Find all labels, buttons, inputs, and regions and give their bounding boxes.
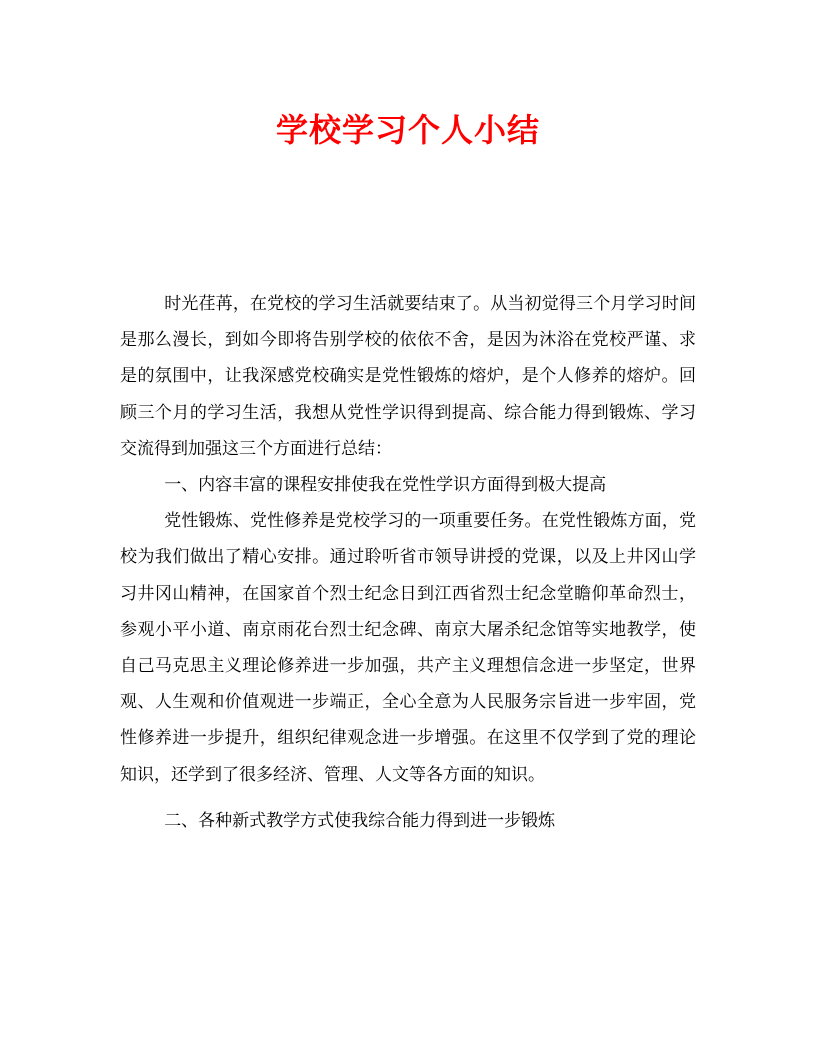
document-body bbox=[120, 286, 696, 839]
intro-paragraph: 时光荏苒，在党校的学习生活就要结束了。从当初觉得三个月学习时间是那么漫长，到如今即将告别学校的依依不舍，是因为沐浴在党校严谨、求是的氛围中，让我深感党校确实是党性锻炼的熔炉，是个人修养的熔炉。回顾三个月的学习生活，我想从党性学识得到提高、综合能力得到锻炼、学习交流得到加强这三个方面进行总结： bbox=[120, 294, 696, 459]
section-heading-1: 一、内容丰富的课程安排使我在党性学识方面得到极大提高 bbox=[164, 475, 607, 496]
body-paragraph: 党性锻炼、党性修养是党校学习的一项重要任务。在党性锻炼方面，党校为我们做出了精心安排。通过聆听省市领导讲授的党课，以及上井冈山学习井冈山精神，在国家首个烈士纪念日到江西省烈士纪念堂瞻仰革命烈士，参观小平小道、南京雨花台烈士纪念碑、南京大屠杀纪念馆等实地教学，使自己马克思主义理论修养进一步加强，共产主义理想信念进一步坚定，世界观、人生观和价值观进一步端正，全心全意为人民服务宗旨进一步牢固，党性修养进一步提升，组织纪律观念进一步增强。在这里不仅学到了党的理论知识，还学到了很多经济、管理、人文等各方面的知识。 bbox=[120, 511, 696, 785]
document-title: 学校学习个人小结 bbox=[275, 111, 540, 149]
section-heading-2: 二、各种新式教学方式使我综合能力得到进一步锻炼 bbox=[164, 810, 556, 831]
